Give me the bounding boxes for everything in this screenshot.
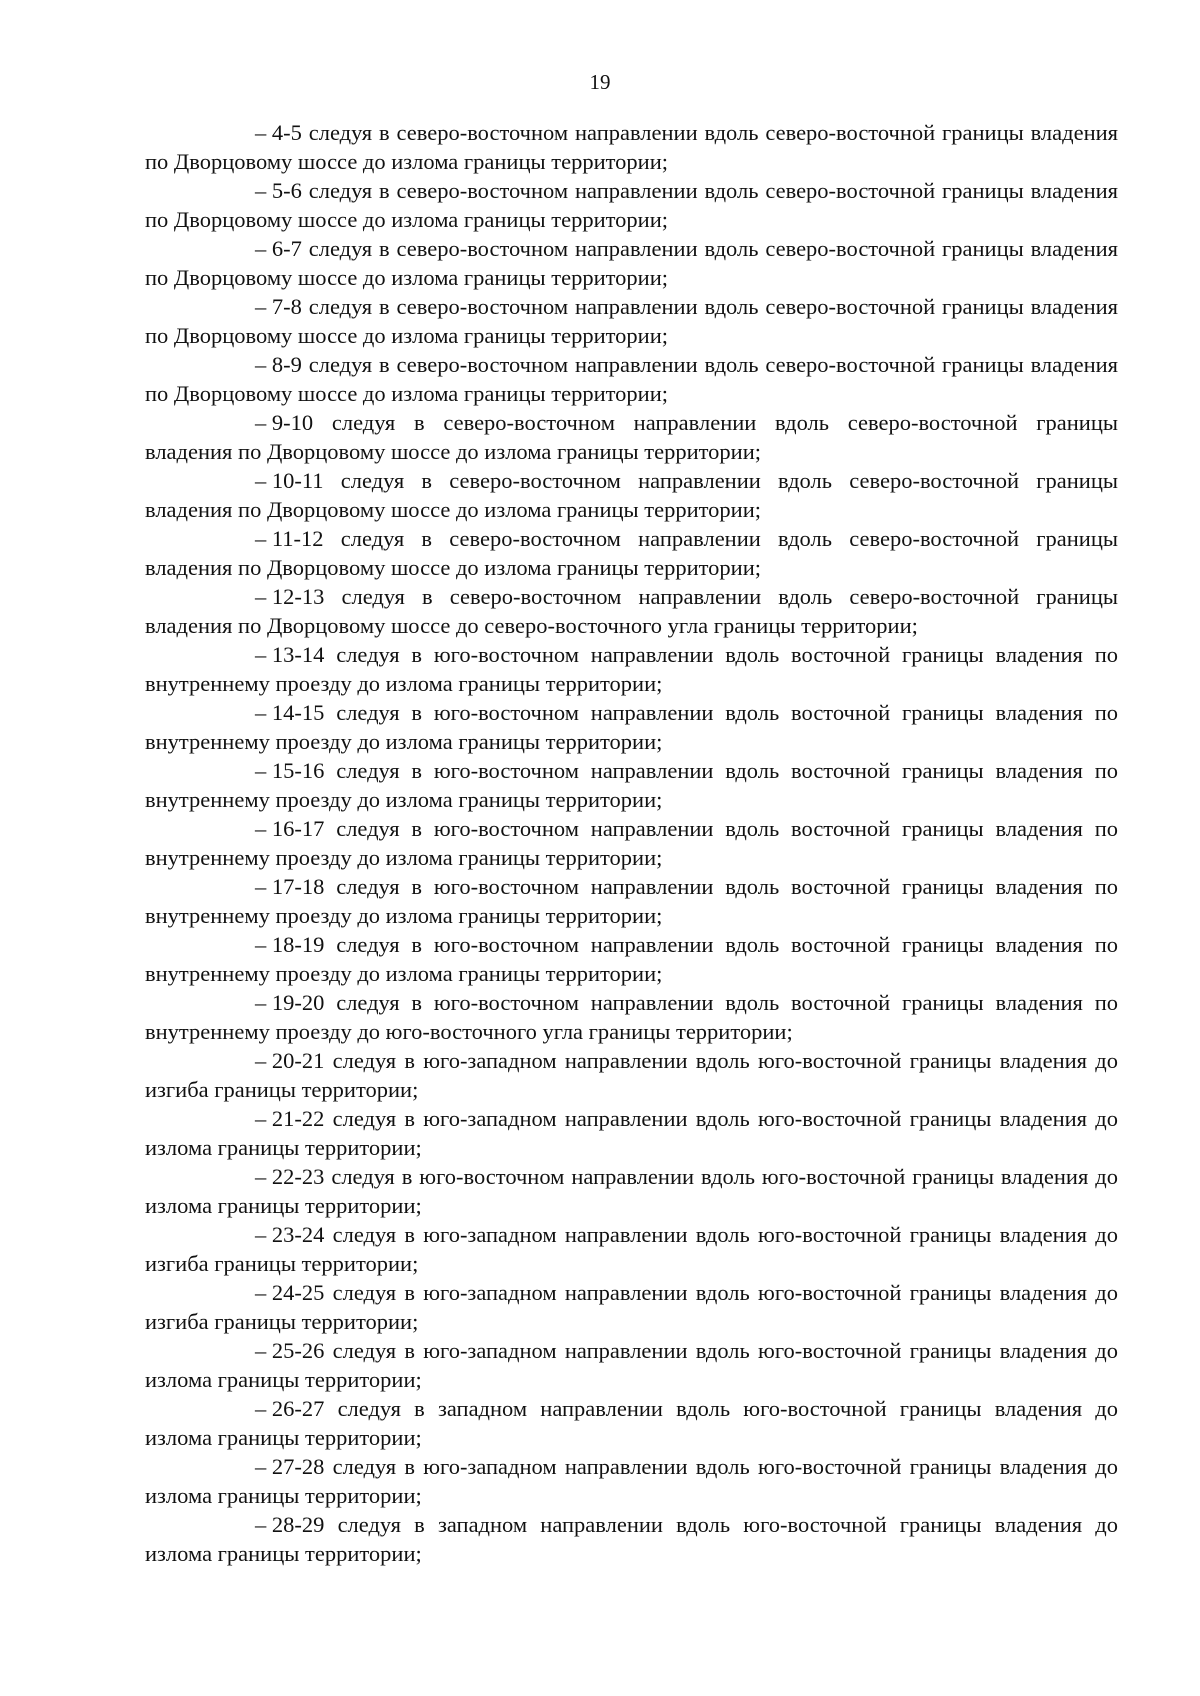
boundary-segment-entry (145, 1104, 1118, 1162)
segment-description: следуя в юго-восточном направлении вдоль юго-восточной границы владения до излома границы территории; (145, 1164, 1118, 1218)
segment-range: – 4-5 (255, 120, 302, 145)
segment-range: – 22-23 (255, 1164, 325, 1189)
segment-description: следуя в юго-западном направлении вдоль юго-восточной границы владения до излома границы территории; (145, 1106, 1119, 1160)
segment-range: – 24-25 (255, 1280, 325, 1305)
segment-description: следуя в западном направлении вдоль юго-восточной границы владения до излома границы территории; (145, 1396, 1118, 1450)
boundary-segment-entry (145, 524, 1118, 582)
segment-range: – 25-26 (255, 1338, 325, 1363)
segment-description: следуя в северо-восточном направлении вдоль северо-восточной границы владения по Дворцовому шоссе до излома границы территории; (145, 468, 1119, 522)
segment-description: следуя в юго-западном направлении вдоль юго-восточной границы владения до изгиба границы территории; (145, 1280, 1119, 1334)
segment-description: следуя в северо-восточном направлении вдоль северо-восточной границы владения по Дворцовому шоссе до излома границы территории; (145, 526, 1119, 580)
boundary-segment-entry (145, 234, 1118, 292)
segment-range: – 6-7 (255, 236, 302, 261)
boundary-segment-entry (145, 698, 1118, 756)
segment-description: следуя в северо-восточном направлении вдоль северо-восточной границы владения по Дворцовому шоссе до излома границы территории; (145, 120, 1119, 174)
boundary-segment-entry (145, 1046, 1118, 1104)
segment-range: – 27-28 (255, 1454, 325, 1479)
segment-range: – 26-27 (255, 1396, 325, 1421)
segment-range: – 15-16 (255, 758, 325, 783)
boundary-segment-entry (145, 1220, 1118, 1278)
boundary-segment-entry (145, 1278, 1118, 1336)
segment-description: следуя в северо-восточном направлении вдоль северо-восточной границы владения по Дворцовому шоссе до излома границы территории; (145, 178, 1119, 232)
segment-description: следуя в западном направлении вдоль юго-восточной границы владения до излома границы территории; (145, 1512, 1118, 1566)
segment-range: – 12-13 (255, 584, 325, 609)
boundary-segment-entry (145, 756, 1118, 814)
boundary-segment-entry (145, 350, 1118, 408)
segment-range: – 13-14 (255, 642, 325, 667)
segment-description: следуя в юго-западном направлении вдоль юго-восточной границы владения до излома границы территории; (145, 1454, 1119, 1508)
boundary-segment-entry (145, 1394, 1118, 1452)
segment-range: – 17-18 (255, 874, 325, 899)
segment-range: – 9-10 (255, 410, 314, 435)
segment-description: следуя в северо-восточном направлении вдоль северо-восточной границы владения по Дворцовому шоссе до излома границы территории; (145, 410, 1119, 464)
segment-description: следуя в юго-восточном направлении вдоль восточной границы владения по внутреннему проезду до юго-восточного угла границы территории; (145, 990, 1119, 1044)
boundary-segment-entry (145, 582, 1118, 640)
segment-range: – 23-24 (255, 1222, 325, 1247)
segment-description: следуя в северо-восточном направлении вдоль северо-восточной границы владения по Дворцовому шоссе до излома границы территории; (145, 294, 1119, 348)
boundary-segment-entry (145, 814, 1118, 872)
boundary-segment-entry (145, 176, 1118, 234)
boundary-segment-entry (145, 1510, 1118, 1568)
boundary-segment-entry (145, 1162, 1118, 1220)
segment-description: следуя в северо-восточном направлении вдоль северо-восточной границы владения по Дворцовому шоссе до излома границы территории; (145, 236, 1119, 290)
segment-range: – 5-6 (255, 178, 302, 203)
segment-range: – 8-9 (255, 352, 302, 377)
segment-range: – 16-17 (255, 816, 325, 841)
segment-range: – 18-19 (255, 932, 325, 957)
boundary-segment-entry (145, 408, 1118, 466)
segment-range: – 20-21 (255, 1048, 325, 1073)
boundary-description-list (145, 118, 1118, 1568)
segment-description: следуя в юго-восточном направлении вдоль восточной границы владения по внутреннему проезду до излома границы территории; (145, 932, 1119, 986)
segment-description: следуя в юго-восточном направлении вдоль восточной границы владения по внутреннему проезду до излома границы территории; (145, 758, 1119, 812)
segment-description: следуя в северо-восточном направлении вдоль северо-восточной границы владения по Дворцовому шоссе до излома границы территории; (145, 352, 1119, 406)
segment-description: следуя в юго-восточном направлении вдоль восточной границы владения по внутреннему проезду до излома границы территории; (145, 874, 1119, 928)
boundary-segment-entry (145, 930, 1118, 988)
segment-range: – 7-8 (255, 294, 302, 319)
boundary-segment-entry (145, 1336, 1118, 1394)
boundary-segment-entry (145, 640, 1118, 698)
boundary-segment-entry (145, 466, 1118, 524)
boundary-segment-entry (145, 1452, 1118, 1510)
segment-range: – 28-29 (255, 1512, 325, 1537)
segment-range: – 14-15 (255, 700, 325, 725)
segment-description: следуя в юго-восточном направлении вдоль восточной границы владения по внутреннему проезду до излома границы территории; (145, 816, 1119, 870)
segment-range: – 11-12 (255, 526, 324, 551)
segment-description: следуя в юго-восточном направлении вдоль восточной границы владения по внутреннему проезду до излома границы территории; (145, 642, 1119, 696)
boundary-segment-entry (145, 118, 1118, 176)
segment-description: следуя в юго-западном направлении вдоль юго-восточной границы владения до изгиба границы территории; (145, 1222, 1119, 1276)
page-number: 19 (589, 70, 611, 94)
boundary-segment-entry (145, 988, 1118, 1046)
boundary-segment-entry (145, 872, 1118, 930)
segment-range: – 10-11 (255, 468, 324, 493)
segment-range: – 21-22 (255, 1106, 325, 1131)
segment-description: следуя в северо-восточном направлении вдоль северо-восточной границы владения по Дворцовому шоссе до северо-восточного угла границы территории; (145, 584, 1119, 638)
segment-description: следуя в юго-восточном направлении вдоль восточной границы владения по внутреннему проезду до излома границы территории; (145, 700, 1119, 754)
segment-description: следуя в юго-западном направлении вдоль юго-восточной границы владения до изгиба границы территории; (145, 1048, 1119, 1102)
segment-description: следуя в юго-западном направлении вдоль юго-восточной границы владения до излома границы территории; (145, 1338, 1119, 1392)
segment-range: – 19-20 (255, 990, 325, 1015)
boundary-segment-entry (145, 292, 1118, 350)
